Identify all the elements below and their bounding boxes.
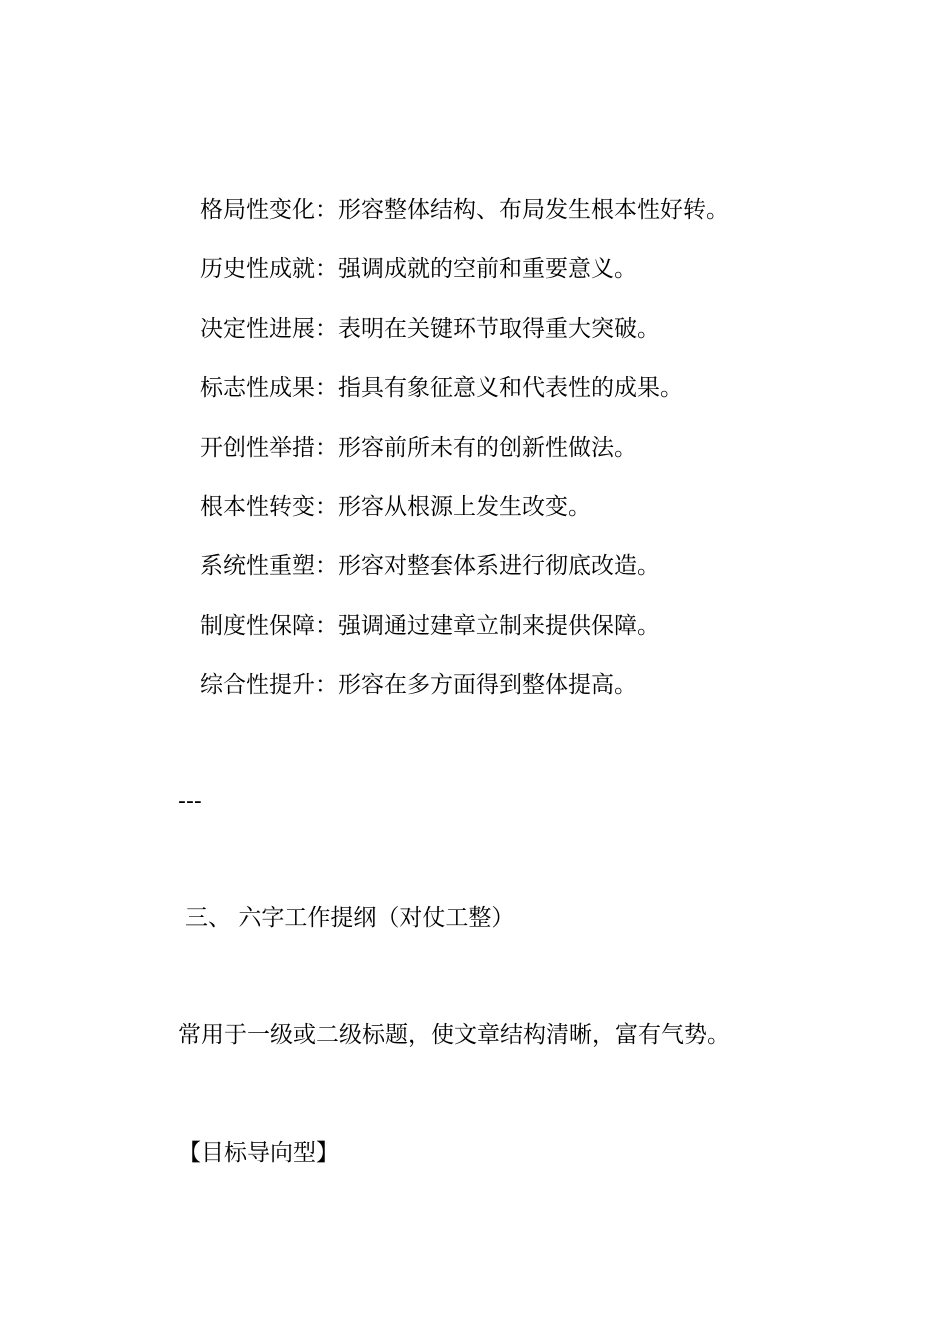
term-definition: 形容在多方面得到整体提高。 [338,672,637,699]
term-definition: 形容整体结构、布局发生根本性好转。 [338,197,729,223]
term-label: 标志性成果 [200,375,315,402]
term-label: 开创性举措 [200,434,315,461]
section-number: 三、 [185,905,231,931]
term-label: 历史性成就 [200,256,315,283]
term-item [200,430,729,489]
term-label: 系统性重塑 [200,553,315,580]
term-colon: ： [315,493,338,520]
term-colon: ： [315,553,338,580]
term-label: 制度性保障 [200,612,315,639]
term-item [200,251,729,310]
term-definition: 指具有象征意义和代表性的成果。 [338,375,683,402]
term-definition: 表明在关键环节取得重大突破。 [338,315,660,342]
term-item [200,192,729,251]
term-label: 决定性进展 [200,315,315,342]
intro-paragraph: 常用于一级或二级标题，使文章结构清晰，富有气势。 [178,1022,730,1048]
term-label: 根本性转变 [200,493,315,520]
term-definition: 形容前所未有的创新性做法。 [338,434,637,461]
term-item [200,608,729,667]
term-colon: ： [315,672,338,699]
term-item [200,311,729,370]
term-label: 格局性变化 [200,197,315,223]
term-colon: ： [315,256,338,283]
term-definition: 强调通过建章立制来提供保障。 [338,612,660,639]
term-definition: 形容从根源上发生改变。 [338,493,591,520]
term-item [200,667,729,726]
term-list [200,192,729,727]
section-heading [185,900,514,936]
term-label: 综合性提升 [200,672,315,699]
term-item [200,370,729,429]
term-colon: ： [315,315,338,342]
term-colon: ： [315,612,338,639]
term-item [200,489,729,548]
term-colon: ： [315,197,338,223]
term-colon: ： [315,375,338,402]
term-definition: 强调成就的空前和重要意义。 [338,256,637,283]
term-colon: ： [315,434,338,461]
subheading: 【目标导向型】 [178,1140,339,1166]
term-item [200,548,729,607]
term-definition: 形容对整套体系进行彻底改造。 [338,553,660,580]
section-separator: --- [178,789,202,814]
section-title: 六字工作提纲（对仗工整） [238,905,515,931]
